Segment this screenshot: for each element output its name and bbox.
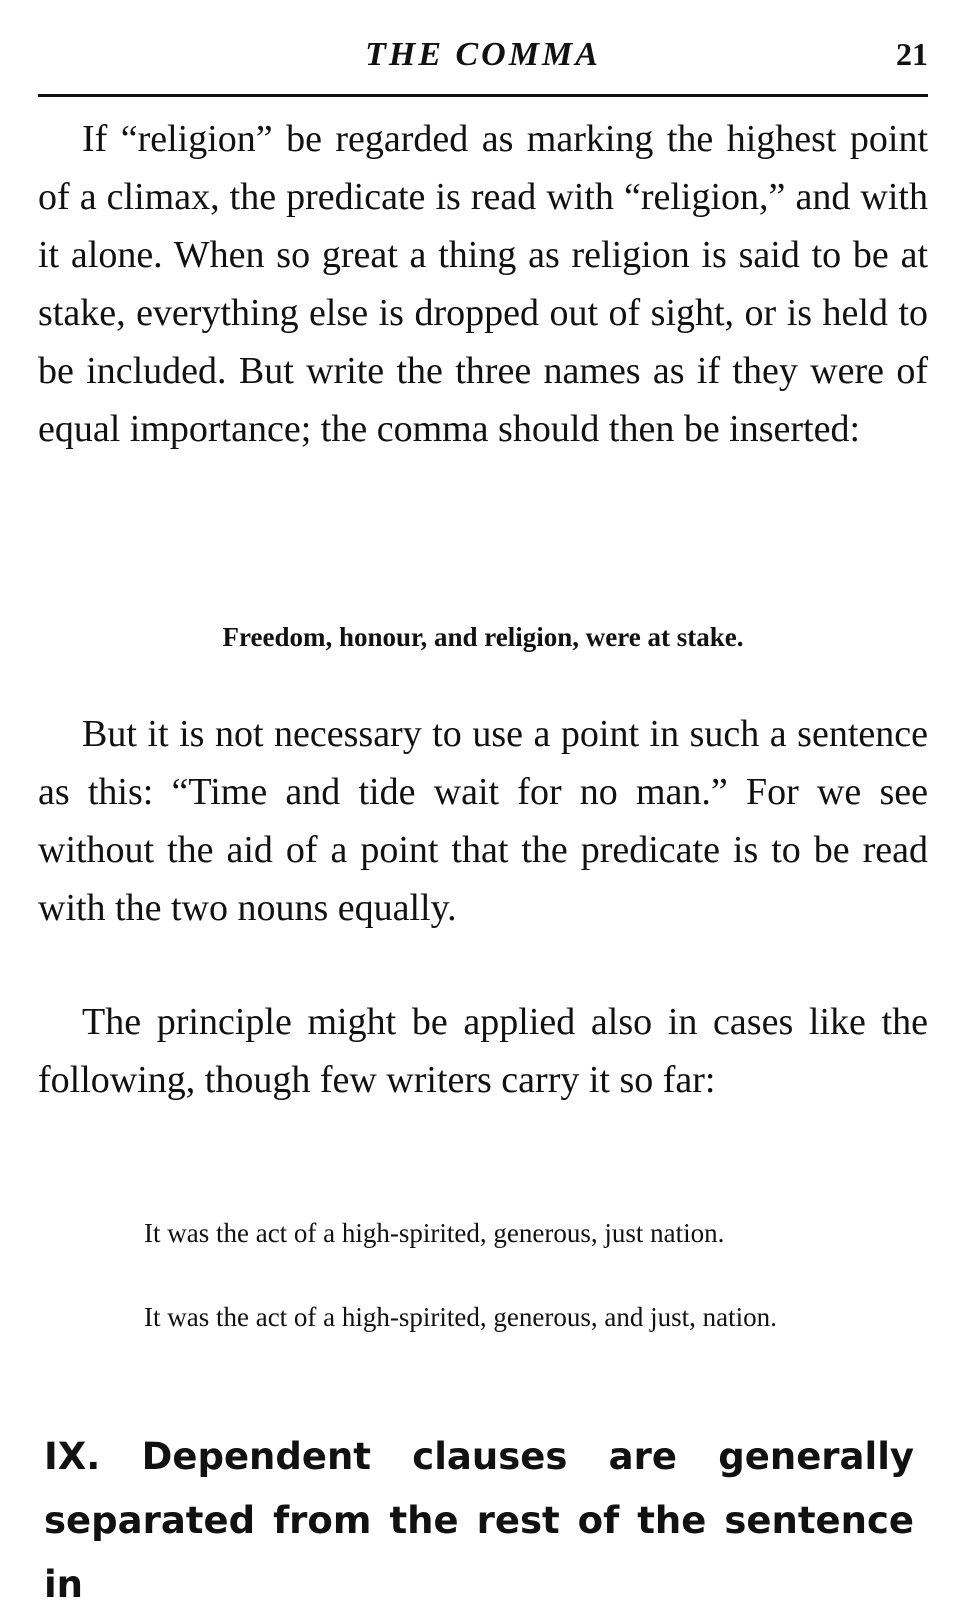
header-rule <box>38 94 928 97</box>
paragraph-principle-applied: The principle might be applied also in cases like the following, though few writers carry it so far: <box>38 1001 928 1101</box>
running-head <box>38 36 928 76</box>
rule-ix-heading: IX. Dependent clauses are generally separated from the rest of the sentence in <box>44 1435 914 1606</box>
page-number: 21 <box>896 36 928 72</box>
example-freedom-honour: Freedom, honour, and religion, were at stake. <box>222 622 744 652</box>
example-high-spirited-2: It was the act of a high-spirited, generous, and just, nation. <box>144 1302 777 1332</box>
paragraph-religion-climax: If “religion” be regarded as marking the highest point of a climax, the predicate is read with “religion,” and with it alone. When so great a thing as religion is said to be at stake, everything else is dropped out of sight, or is held to be included. But write the three names as if they were of equal importance; the comma should then be inserted: <box>38 118 928 450</box>
running-title: THE COMMA <box>365 36 601 73</box>
paragraph-time-and-tide: But it is not necessary to use a point in such a sentence as this: “Time and tide wait for no man.” For we see without the aid of a point that the predicate is to be read with the two nouns equally. <box>38 713 928 929</box>
example-high-spirited-1: It was the act of a high-spirited, generous, just nation. <box>144 1218 725 1248</box>
